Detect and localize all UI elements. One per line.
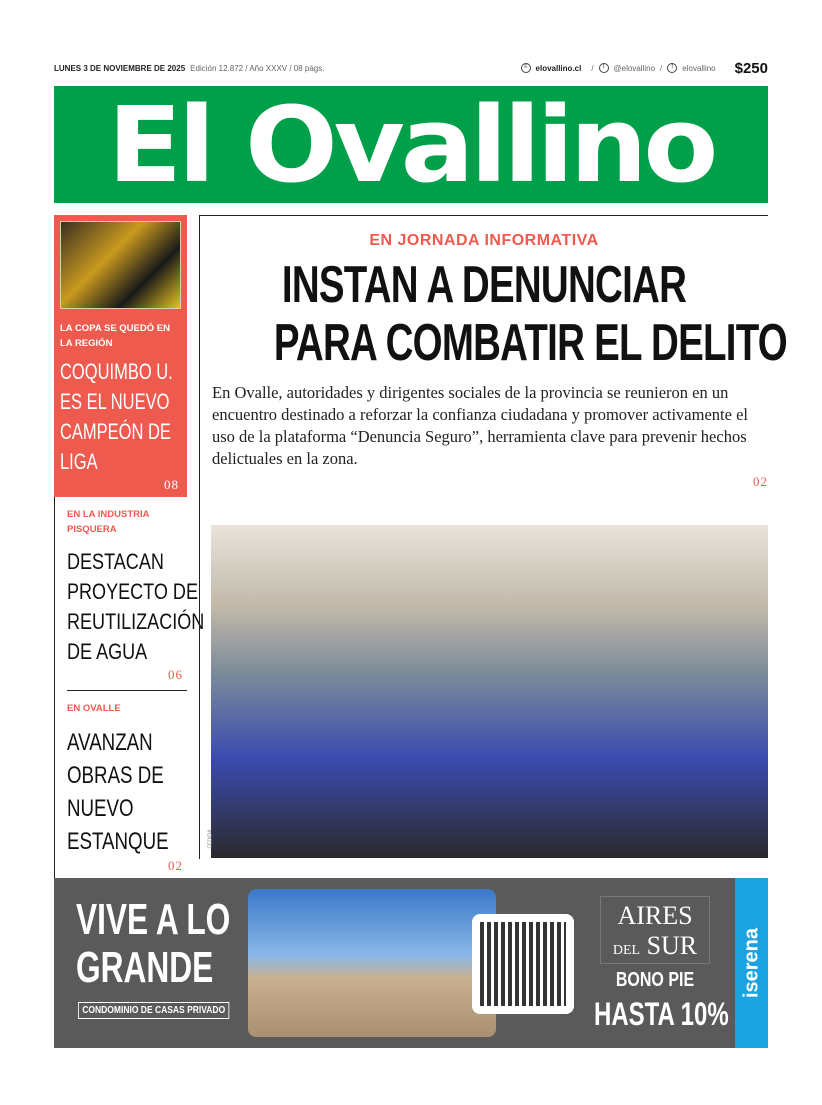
ad-subtitle: CONDOMINIO DE CASAS PRIVADO [78,1002,229,1019]
promo-box[interactable] [54,215,187,497]
story-kicker: EN LA INDUSTRIA PISQUERA [67,509,150,535]
ad-headline-line: GRANDE [76,943,214,992]
headline-line: NUEVO [67,795,134,822]
brand-del: DEL [612,943,641,958]
advertisement[interactable] [54,878,768,1048]
sidebar [54,215,205,878]
promo-headline: COQUIMBO U. ES EL NUEVO CAMPEÓN DE LIGA [60,359,173,474]
headline-line: PROYECTO DE [67,579,198,604]
promo-kicker: LA COPA SE QUEDÓ EN LA REGIÓN [60,323,170,349]
headline-line: ESTANQUE [67,828,169,855]
page-number: 02 [168,858,183,873]
masthead-title: El Ovallino [107,83,715,206]
side-story[interactable] [54,691,187,878]
photo-credit: CEDIDA [207,829,214,849]
masthead [54,83,768,206]
headline-line: DESTACAN [67,549,164,574]
edition-info: Edición 12.872 / Año XXXV / 08 págs. [190,63,325,73]
date: LUNES 3 DE NOVIEMBRE DE 2025 [54,63,186,73]
lead-title [273,256,787,372]
page-number: 08 [164,477,179,492]
side-story[interactable] [54,497,205,691]
story-headline [67,726,169,858]
headline-line: OBRAS DE [67,762,164,789]
lead-kicker: EN JORNADA INFORMATIVA [369,232,599,249]
social-links [521,60,768,77]
ad-bono: BONO PIE [615,969,695,991]
title-line: INSTAN A DENUNCIAR [281,256,687,314]
facebook-handle[interactable]: elovallino [682,63,716,73]
headline-line: AVANZAN [67,729,153,756]
sponsor-name: iserena [740,927,762,999]
ad-headline-line: VIVE A LO [76,895,231,944]
brand-bottom-row [601,931,709,966]
lead-photo [211,525,768,858]
lead-lede: En Ovalle, autoridades y dirigentes sociales de la provincia se reunieron en un encuentro destinado a reforzar la confianza ciudadana y promover activamente el uso de la plataforma “Denuncia Seguro”, herramienta clave para prevenir hechos delictuales en la zona. [212,383,748,468]
promo-photo [60,221,181,309]
sponsor-logo [735,878,768,1048]
story-kicker: EN OVALLE [67,703,121,714]
headline-line: DE AGUA [67,639,148,664]
headline-line: REUTILIZACIÓN [67,609,205,634]
qr-pattern [480,922,566,1006]
twitter-handle[interactable]: @elovallino [613,63,656,73]
facebook-icon: f [667,63,677,73]
page-number: 06 [168,667,183,682]
story-headline [67,547,205,667]
twitter-icon: t [599,63,609,73]
separator: / [591,63,594,73]
ad-brand-logo [600,896,710,964]
title-line: PARA COMBATIR EL DELITO [273,314,787,372]
web-icon: ≡ [521,63,531,73]
page-number: 02 [753,474,768,489]
top-bar [54,60,768,76]
brand-bottom: SUR [646,931,698,960]
ad-hasta: HASTA 10% [594,996,729,1032]
price: $250 [734,59,768,77]
qr-code[interactable] [472,914,574,1014]
ad-house-photo [248,889,496,1037]
separator: / [660,63,663,73]
brand-top: AIRES [617,901,693,930]
ad-headline [76,896,230,992]
website-link[interactable]: elovallino.cl [535,63,582,73]
